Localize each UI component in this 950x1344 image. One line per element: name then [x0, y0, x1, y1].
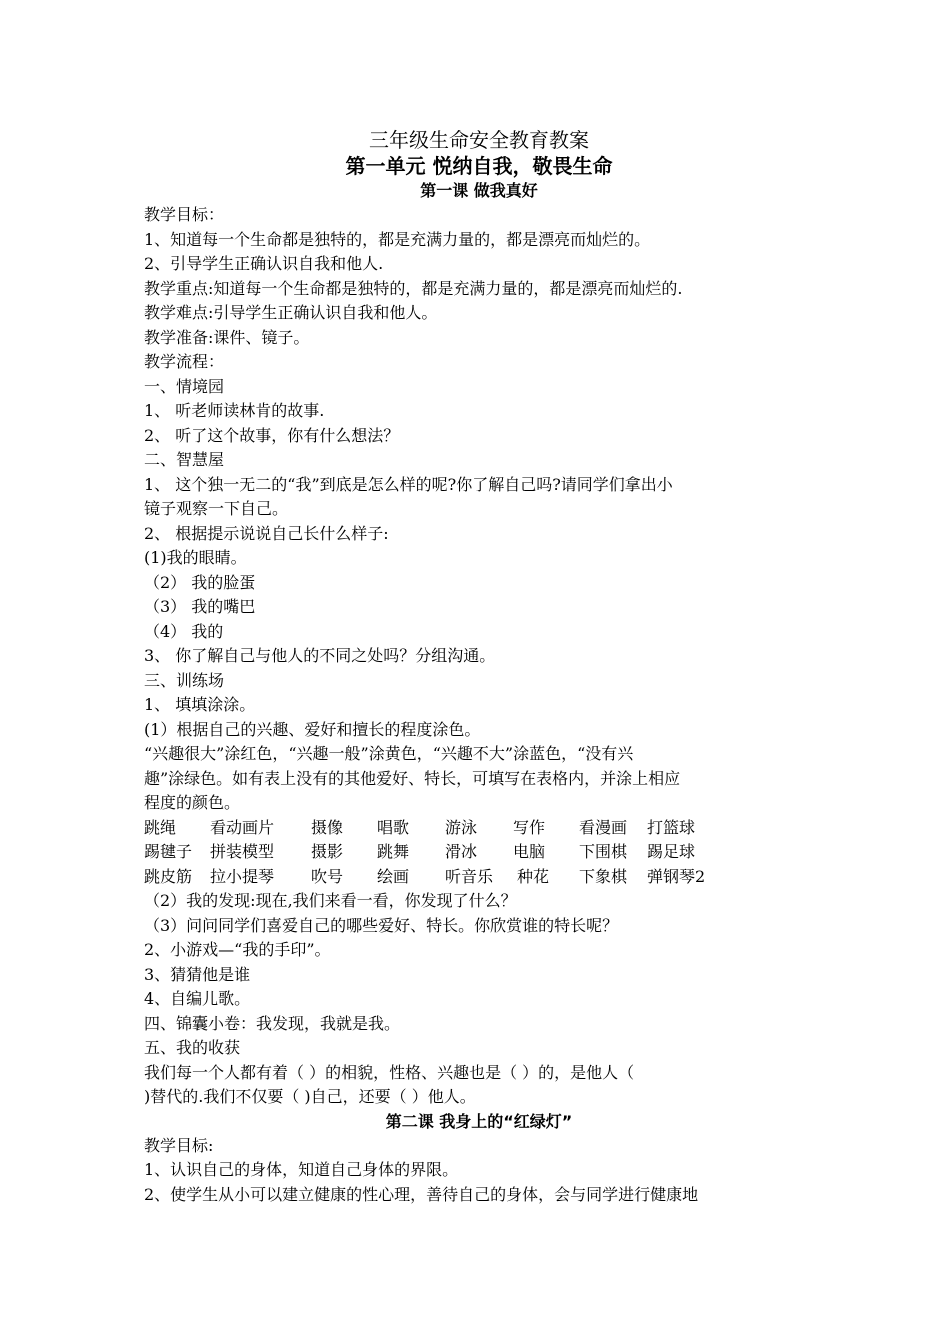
hobby-item: 跳皮筋	[144, 866, 193, 886]
lesson2-title: 第二课 我身上的“红绿灯”	[385, 1111, 573, 1131]
hobby-item: 弹钢琴2	[647, 866, 706, 886]
hobby-item: 电脑	[513, 842, 546, 861]
lesson2-lines	[144, 1134, 814, 1208]
hobby-item: 看漫画	[579, 817, 628, 837]
text-line: 2、 听了这个故事，你有什么想法？	[144, 425, 400, 445]
fill-blank-line: )替代的.我们不仅要（ )自己，还要（ ）他人。	[144, 1087, 476, 1106]
hobby-item: 踢足球	[647, 842, 696, 861]
text-line: (1）根据自己的兴趣、爱好和擅长的程度涂色。	[144, 719, 481, 739]
text-line: “兴趣很大”涂红色，“兴趣一般”涂黄色，“兴趣不大”涂蓝色，“没有兴	[144, 744, 634, 763]
hobby-item: 打篮球	[647, 817, 696, 837]
lesson1-lines-b	[144, 889, 814, 1110]
text-line: （3） 我的嘴巴	[144, 597, 256, 616]
hobby-item: 摄像	[311, 817, 344, 837]
hobby-item: 种花	[517, 866, 550, 886]
text-line: （2） 我的脸蛋	[144, 572, 256, 592]
text-line: 镜子观察一下自己。	[144, 499, 289, 518]
text-line: （4） 我的	[144, 621, 224, 641]
hobby-row	[144, 840, 814, 865]
text-line: 3、猜猜他是谁	[144, 964, 251, 984]
unit-title: 第一单元 悦纳自我，敬畏生命	[345, 154, 613, 178]
text-line: 2、使学生从小可以建立健康的性心理，善待自己的身体，会与同学进行健康地	[144, 1184, 699, 1204]
hobby-item: 拼装模型	[210, 842, 275, 861]
text-line: 一、情境园	[144, 376, 225, 396]
text-line: 1、 填填涂涂。	[144, 695, 256, 714]
text-line: 程度的颜色。	[144, 793, 241, 812]
text-line: 2、引导学生正确认识自我和他人.	[144, 254, 384, 273]
text-line: 教学准备:课件、镜子。	[144, 327, 310, 347]
hobby-row	[144, 865, 814, 890]
hobby-item: 吹号	[311, 866, 344, 886]
hobby-item: 下围棋	[579, 842, 628, 861]
lesson1-title: 第一课 做我真好	[420, 181, 538, 200]
text-line: 四、锦囊小卷：我发现，我就是我。	[144, 1013, 401, 1033]
hobby-list	[144, 816, 814, 890]
hobby-item: 唱歌	[377, 817, 410, 837]
text-line: 2、 根据提示说说自己长什么样子:	[144, 523, 389, 543]
hobby-item: 摄影	[311, 842, 344, 861]
hobby-item: 听音乐	[445, 866, 494, 886]
text-line: 趣”涂绿色。如有表上没有的其他爱好、特长，可填写在表格内，并涂上相应	[144, 768, 681, 788]
lesson1-lines-a	[144, 203, 814, 816]
hobby-item: 看动画片	[210, 817, 275, 837]
hobby-item: 跳舞	[377, 842, 410, 861]
text-line: (1)我的眼睛。	[144, 548, 247, 567]
text-line: 2、小游戏—“我的手印”。	[144, 940, 331, 959]
text-line: 3、 你了解自己与他人的不同之处吗？分组沟通。	[144, 646, 496, 665]
text-line: 1、 听老师读林肯的故事.	[144, 401, 325, 420]
text-line: 教学难点:引导学生正确认识自我和他人。	[144, 303, 438, 322]
text-line: 教学流程：	[144, 352, 225, 371]
text-line: 1、 这个独一无二的“我”到底是怎么样的呢?你了解自己吗?请同学们拿出小	[144, 474, 673, 494]
text-line: （3）问问同学们喜爱自己的哪些爱好、特长。你欣赏谁的特长呢？	[144, 915, 619, 935]
hobby-item: 拉小提琴	[210, 866, 275, 886]
hobby-item: 绘画	[377, 866, 410, 886]
text-line: 4、自编儿歌。	[144, 989, 251, 1008]
text-line: 教学目标:	[144, 1135, 214, 1155]
hobby-item: 跳绳	[144, 817, 177, 837]
text-line: 三、训练场	[144, 670, 225, 690]
fill-blank-line: 我们每一个人都有着（ ）的相貌，性格、兴趣也是（ ）的，是他人（	[144, 1062, 635, 1082]
document-title: 三年级生命安全教育教案	[369, 128, 589, 152]
hobby-item: 下象棋	[579, 866, 628, 886]
hobby-row	[144, 816, 814, 841]
hobby-item: 写作	[513, 817, 546, 837]
hobby-item: 游泳	[445, 817, 478, 837]
text-line: 1、知道每一个生命都是独特的，都是充满力量的，都是漂亮而灿烂的。	[144, 229, 651, 249]
hobby-item: 滑冰	[445, 842, 478, 861]
text-line: 1、认识自己的身体，知道自己身体的界限。	[144, 1160, 459, 1179]
document-body	[144, 127, 814, 1207]
text-line: 教学重点:知道每一个生命都是独特的，都是充满力量的，都是漂亮而灿烂的.	[144, 278, 683, 298]
hobby-item: 踢毽子	[144, 842, 193, 861]
text-line: 教学目标：	[144, 205, 225, 224]
text-line: 二、智慧屋	[144, 450, 225, 469]
text-line: 五、我的收获	[144, 1038, 241, 1057]
text-line: （2）我的发现:现在,我们来看一看，你发现了什么？	[144, 891, 517, 910]
